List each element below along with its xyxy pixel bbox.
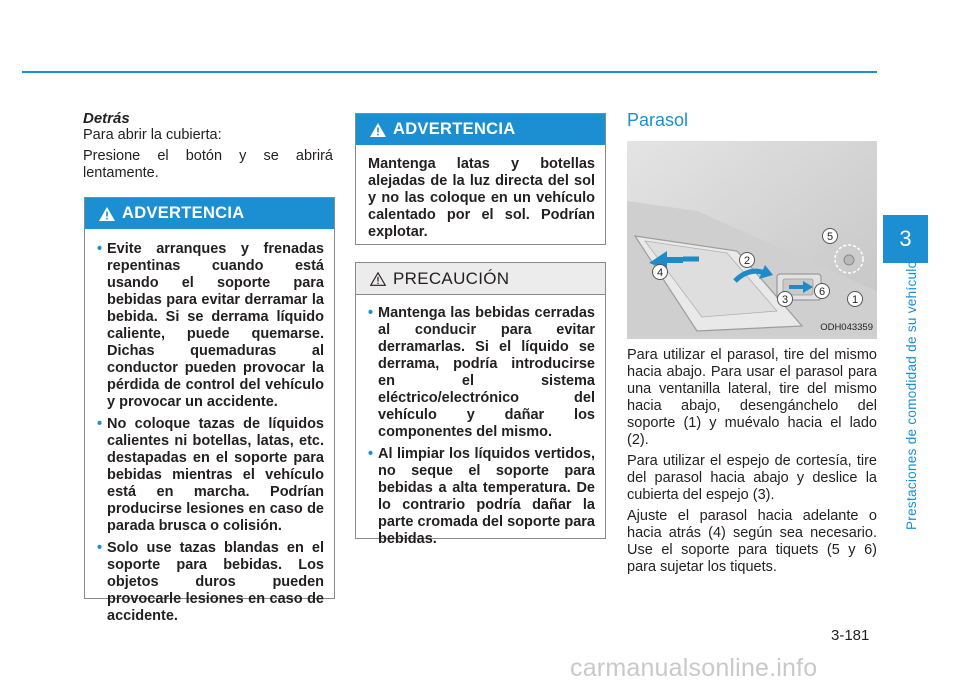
paragraph: Para utilizar el parasol, tire del mismo hacia abajo. Para usar el parasol para una ventanilla lateral, tire del mismo hacia abajo, desengánchelo del soporte (1) y muévalo hacia el lado (2). [627, 347, 877, 448]
caution-title: PRECAUCIÓN [393, 268, 510, 288]
bullet-icon: • [97, 416, 103, 432]
callout-3: 3 [781, 294, 789, 306]
caution-triangle-icon [370, 272, 386, 286]
callout-1: 1 [851, 294, 859, 306]
warning-item: • Evite arranques y frenadas repentinas cuando está usando el soporte para bebidas para evitar derramar la bebida. Si se derrama líquido caliente, puede quemarse. Dichas quemaduras al conductor pueden provocar la pérdida de control del vehículo y provocar un accidente. [97, 241, 324, 410]
warning-header [85, 198, 334, 229]
callout-5: 5 [826, 231, 834, 243]
watermark: carmanualsonline.info [570, 654, 818, 682]
paragraph: Para utilizar el espejo de cortesía, tire del parasol hacia abajo y deslice la cubierta del espejo (3). [627, 453, 877, 503]
chapter-number-tab: 3 [883, 215, 928, 263]
bullet-icon: • [97, 241, 103, 257]
warning-text: Mantenga latas y botellas alejadas de la luz directa del sol y no las coloque en un vehículo calentado por el sol. Podrían explotar. [368, 156, 595, 240]
paragraph: Presione el botón y se abrirá lentamente. [83, 148, 333, 181]
caution-item: • Mantenga las bebidas cerradas al conducir para evitar derramarlas. Si el líquido se derrama, podría introducirse en el sistema eléctrico/electrónico del vehículo y dañar los componentes del mismo. [368, 305, 595, 440]
paragraph: Ajuste el parasol hacia adelante o hacia atrás (4) según sea necesario. Use el soporte para tiquets (5 y 6) para sujetar los tiquets. [627, 508, 877, 575]
callout-2: 2 [743, 255, 751, 267]
warning-box-left [84, 197, 335, 624]
subheading-detras: Detrás [83, 110, 130, 127]
warning-title: ADVERTENCIA [393, 120, 516, 138]
right-column [627, 110, 877, 576]
caution-box [355, 262, 606, 547]
sunvisor-drawing [627, 141, 877, 339]
page-number: 3-181 [831, 627, 870, 644]
warning-triangle-icon [99, 207, 115, 221]
warning-item: • Solo use tazas blandas en el soporte para bebidas. Los objetos duros pueden provocarle lesiones en caso de accidente. [97, 540, 324, 624]
paragraph: Para abrir la cubierta: [83, 127, 222, 143]
header-rule [22, 71, 877, 73]
bullet-icon: • [368, 446, 374, 462]
warning-triangle-icon [370, 123, 386, 137]
chapter-title-vertical [902, 260, 922, 538]
callout-6: 6 [818, 286, 826, 298]
caution-item: • Al limpiar los líquidos vertidos, no seque el soporte para bebidas a alta temperatura. De lo contrario podría dañar la parte cromada del soporte para bebidas. [368, 446, 595, 547]
warning-box-middle [355, 113, 606, 245]
warning-item: • No coloque tazas de líquidos calientes ni botellas, latas, etc. destapadas en el soporte para bebidas mientras el vehículo está en marcha. Podrían producirse lesiones en caso de parada brusca o colisión. [97, 416, 324, 534]
sunvisor-illustration [627, 141, 877, 339]
callout-4: 4 [656, 267, 664, 279]
chapter-title: Prestaciones de comodidad de su vehículo [904, 260, 919, 530]
caution-header [356, 263, 605, 295]
warning-title: ADVERTENCIA [122, 204, 245, 222]
bullet-icon: • [97, 540, 103, 556]
bullet-icon: • [368, 305, 374, 321]
figure-code: ODH043359 [820, 322, 873, 333]
warning-header [356, 114, 605, 145]
section-title-parasol: Parasol [627, 110, 689, 130]
left-column [83, 110, 333, 182]
